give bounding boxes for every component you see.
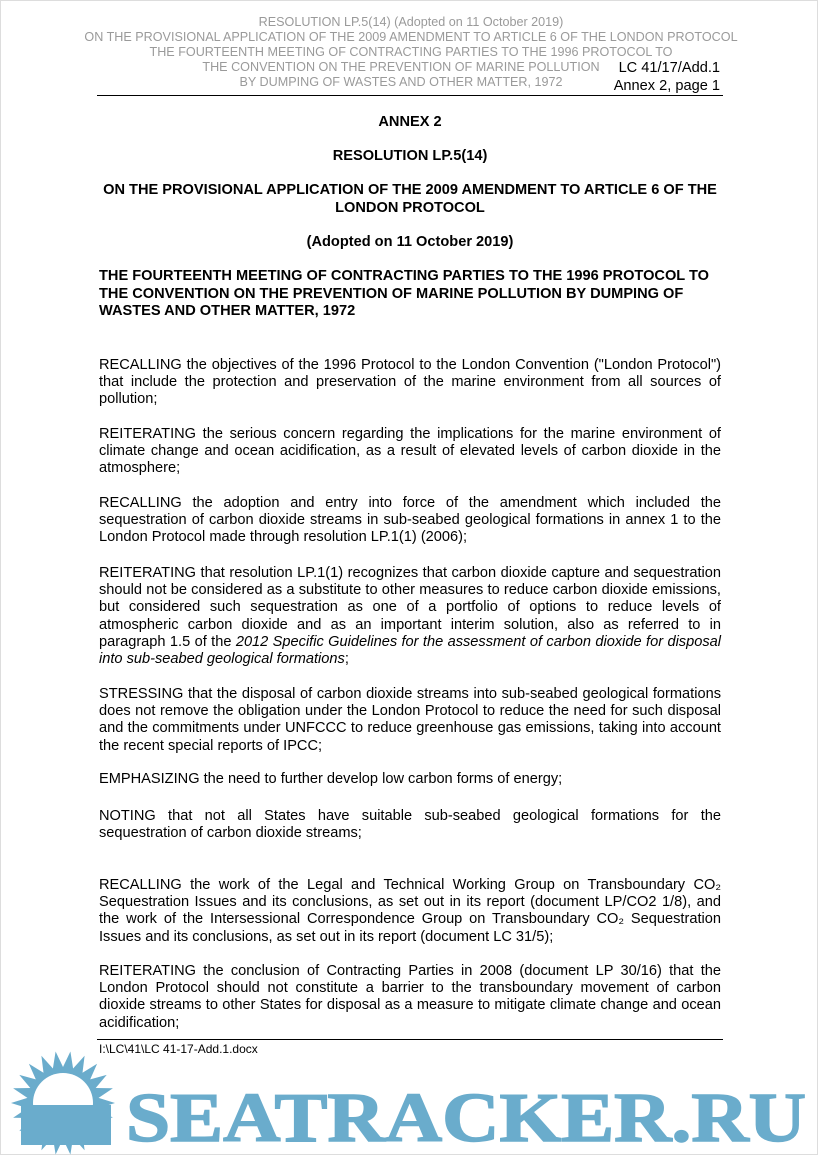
running-title-continued <box>196 60 606 90</box>
sun-icon <box>11 1052 115 1155</box>
subject-heading: ON THE PROVISIONAL APPLICATION OF THE 2009 AMENDMENT TO ARTICLE 6 OF THE LONDON PROTOCOL <box>103 182 717 216</box>
preamble-paragraph: REITERATING the serious concern regarding the implications for the marine environment of climate change and ocean acidification, as a result of elevated levels of carbon dioxide in the atmosphere; <box>99 426 721 477</box>
adopted-heading: (Adopted on 11 October 2019) <box>306 234 514 250</box>
running-title-line: ON THE PROVISIONAL APPLICATION OF THE 2009 AMENDMENT TO ARTICLE 6 OF THE LONDON PROTOCOL <box>84 30 738 44</box>
watermark-text: SEATRACKER.RU <box>126 1080 806 1156</box>
preamble-paragraph: RECALLING the work of the Legal and Technical Working Group on Transboundary CO₂ Sequestration Issues and its conclusions, as set out in its report (document LP/CO2 1/8), and the work of the Intersessional Correspondence Group on Transboundary CO₂ Sequestration Issues and its conclusions, as set out in its report (document LC 31/5); <box>99 877 721 945</box>
paragraph-text: REITERATING that resolution LP.1(1) recognizes that carbon dioxide capture and sequestration should not be considered as a substitute to other measures to reduce carbon dioxide emissions, but considered such sequestration as one of a portfolio of options to reduce levels of atmospheric carbon dioxide and as an important interim solution, also as referred to in paragraph 1.5 of the <box>99 565 721 650</box>
page-ref: Annex 2, page 1 <box>613 78 720 94</box>
meeting-heading: THE FOURTEENTH MEETING OF CONTRACTING PARTIES TO THE 1996 PROTOCOL TO THE CONVENTION ON THE PREVENTION OF MARINE POLLUTION BY DUMPING OF WASTES AND OTHER MATTER, 1972 <box>99 268 710 319</box>
preamble-paragraph <box>99 565 721 668</box>
running-title <box>81 15 741 60</box>
footer-file-path: I:\LC\41\LC 41-17-Add.1.docx <box>99 1042 258 1056</box>
footer-divider <box>97 1039 723 1040</box>
document-reference <box>614 59 720 95</box>
running-title-line: BY DUMPING OF WASTES AND OTHER MATTER, 1972 <box>239 75 563 89</box>
running-title-line: RESOLUTION LP.5(14) (Adopted on 11 October 2019) <box>258 15 564 29</box>
resolution-heading: RESOLUTION LP.5(14) <box>332 148 488 164</box>
preamble-paragraph: NOTING that not all States have suitable sub-seabed geological formations for the sequestration of carbon dioxide streams; <box>99 808 721 842</box>
guidelines-title: 2012 Specific Guidelines for the assessment of carbon dioxide for disposal into sub-seabed geological formations <box>99 633 721 668</box>
doc-ref: LC 41/17/Add.1 <box>618 60 720 76</box>
header-divider <box>97 95 723 96</box>
preamble-paragraph: EMPHASIZING the need to further develop low carbon forms of energy; <box>99 771 563 787</box>
preamble-paragraph: REITERATING the conclusion of Contracting Parties in 2008 (document LP 30/16) that the London Protocol should not constitute a barrier to the transboundary movement of carbon dioxide streams to other States for disposal as a measure to mitigate climate change and ocean acidification; <box>99 963 721 1031</box>
running-title-line: THE CONVENTION ON THE PREVENTION OF MARINE POLLUTION <box>202 60 600 74</box>
preamble-paragraph: RECALLING the adoption and entry into force of the amendment which included the sequestration of carbon dioxide streams in sub-seabed geological formations in annex 1 to the London Protocol made through resolution LP.1(1) (2006); <box>99 495 721 546</box>
annex-heading: ANNEX 2 <box>378 114 442 130</box>
preamble-paragraph: RECALLING the objectives of the 1996 Protocol to the London Convention ("London Protocol") that include the protection and preservation of the marine environment from all sources of pollution; <box>99 357 721 408</box>
preamble-paragraph: STRESSING that the disposal of carbon dioxide streams into sub-seabed geological formations does not remove the obligation under the London Protocol to reduce the need for such disposal and the commitments under UNFCCC to reduce greenhouse gas emissions, taking into account the recent special reports of IPCC; <box>99 686 721 754</box>
paragraph-text: ; <box>344 651 349 668</box>
running-title-line: THE FOURTEENTH MEETING OF CONTRACTING PARTIES TO THE 1996 PROTOCOL TO <box>149 45 673 59</box>
